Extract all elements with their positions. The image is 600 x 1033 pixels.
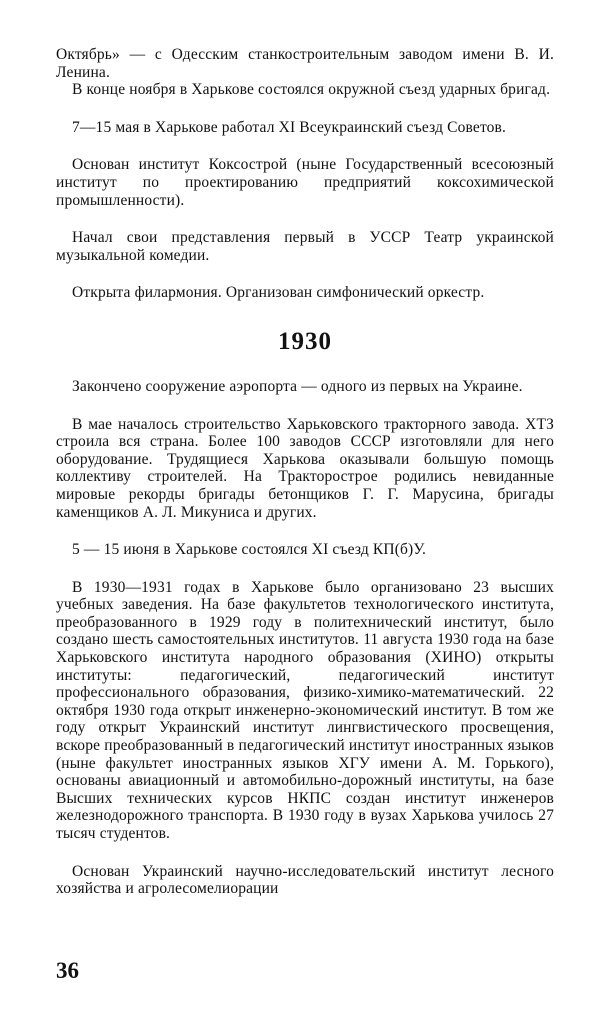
- paragraph-tractor-plant: В мае началось строительство Харьковского тракторного завода. ХТЗ строила вся страна. Более 100 заводов СССР изготовляли для него оборудование. Трудящиеся Харькова оказывали большую помощь коллективу строителей. На Тракторострое родились невиданные мировые рекорды бригады бетонщиков Г. Г. Марусина, бригады каменщиков А. Л. Микуниса и других.: [56, 415, 554, 521]
- paragraph-musical-comedy-theatre: Начал свои представления первый в УССР Театр украинской музыкальной комедии.: [56, 229, 554, 264]
- paragraph-koksostroy: Основан институт Коксострой (ныне Государственный всесоюзный институт по проектированию предприятий коксохимической промышленности).: [56, 156, 554, 209]
- paragraph-party-congress: 5 — 15 июня в Харькове состоялся XI съезд КП(б)У.: [72, 541, 426, 559]
- paragraph-district-congress: В конце ноября в Харькове состоялся окружной съезд ударных бригад.: [72, 81, 551, 99]
- paragraph-philharmonic: Открыта филармония. Организован симфонический оркестр.: [72, 284, 485, 302]
- continuation-paragraph: Октябрь» — с Одесским станкостроительным заводом имени В. И. Ленина.: [56, 46, 554, 81]
- paragraph-higher-education: В 1930—1931 годах в Харькове было организовано 23 высших учебных заведения. На базе факультетов технологического института, преобразованного в 1929 году в политехнический институт, было создано шесть самостоятельных институтов. 11 августа 1930 года на базе Харьковского института народного образования (ХИНО) открыты институты: педагогический, педагогический институт профессионального образования, физико-химико-математический. 22 октября 1930 года открыт инженерно-экономический институт. В том же году открыт Украинский институт лингвистического просвещения, вскоре преобразованный в педагогический институт иностранных языков (ныне факультет иностранных языков ХГУ имени А. М. Горького), основаны авиационный и автомобильно-дорожный институты, на базе Высших технических курсов НКПС создан институт инженеров железнодорожного транспорта. В 1930 году в вузах Харькова училось 27 тысяч студентов.: [56, 578, 554, 842]
- text-column: [56, 46, 554, 898]
- paragraph-soviets-congress: 7—15 мая в Харькове работал XI Всеукраинский съезд Советов.: [72, 118, 507, 136]
- year-heading: 1930: [278, 327, 332, 355]
- paragraph-forestry-institute: Основан Украинский научно-исследовательский институт лесного хозяйства и агролесомелиорации: [56, 862, 554, 898]
- page-number: 36: [56, 958, 79, 983]
- paragraph-airport: Закончено сооружение аэропорта — одного из первых на Украине.: [72, 377, 523, 395]
